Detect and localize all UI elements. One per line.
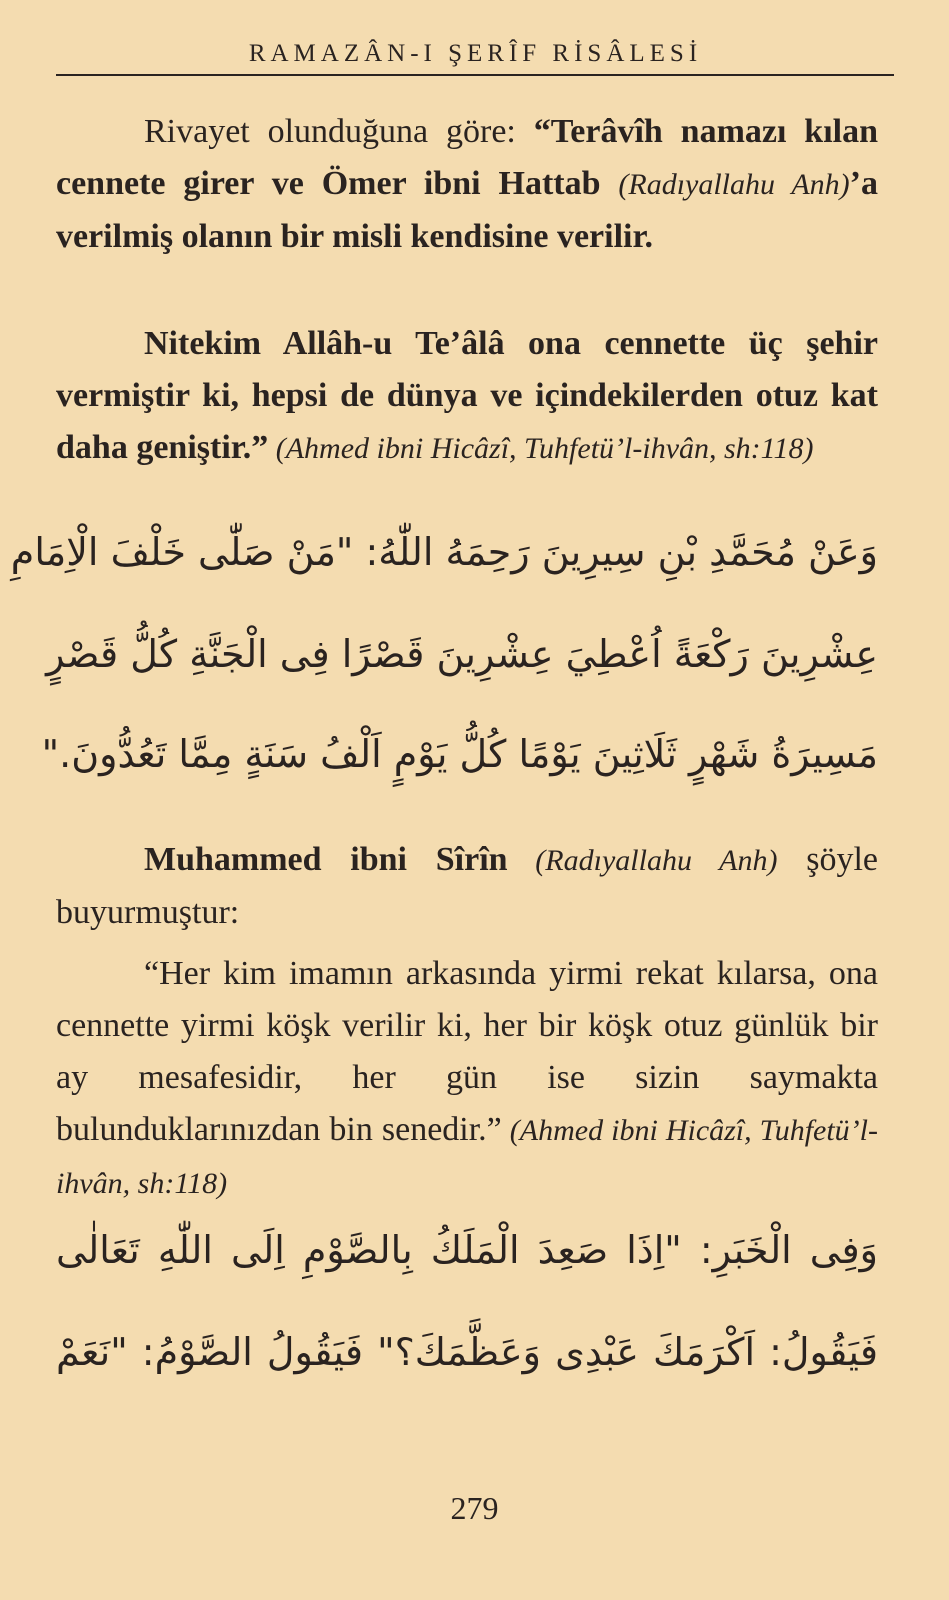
paragraph-2-citation: (Ahmed ibni Hicâzî, Tuhfetü’l-ihvân, sh:118) [268, 432, 814, 465]
paragraph-1-lead: Rivayet olunduğuna göre: [144, 113, 534, 150]
paragraph-3-rest: şöyle buyurmuştur: [56, 841, 878, 931]
paragraph-1-quote: “Terâvîh namazı kılan cennete girer ve Ömer ibni Hattab [56, 113, 878, 202]
paragraph-4-text: “Her kim imamın arkasında yirmi rekat kılarsa, ona cennette yirmi köşk verilir ki, her bir köşk otuz günlük bir ay mesafesidir, her gün ise sizin saymakta bulunduklarınızdan bin senedir.” [56, 955, 878, 1148]
arabic-hadith-line-1: وَعَنْ مُحَمَّدِ بْنِ سِيرِينَ رَحِمَهُ اللّٰهُ: "مَنْ صَلّٰى خَلْفَ الْاِمَامِ [10, 530, 878, 574]
paragraph-2-text: Nitekim Allâh-u Te’âlâ ona cennette üç şehir vermiştir ki, hepsi de dünya ve içindekilerden otuz kat daha geniştir.” [56, 325, 878, 466]
paragraph-4 [56, 948, 878, 1210]
arabic-hadith-line-2: عِشْرِينَ رَكْعَةً اُعْطِيَ عِشْرِينَ قَصْرًا فِى الْجَنَّةِ كُلُّ قَصْرٍ [46, 632, 878, 676]
page-number: 279 [450, 1490, 499, 1526]
header-rule [56, 74, 894, 76]
arabic-hadith-line-3: مَسِيرَةُ شَهْرٍ ثَلَاثِينَ يَوْمًا كُلُّ يَوْمٍ اَلْفُ سَنَةٍ مِمَّا تَعُدُّونَ." [41, 732, 878, 776]
paragraph-4-citation: (Ahmed ibni Hicâzî, Tuhfetü’l-ihvân, sh:118) [56, 1114, 878, 1200]
paragraph-1 [56, 106, 878, 263]
arabic-khabar-line-1: وَفِى الْخَبَرِ: "اِذَا صَعِدَ الْمَلَكُ بِالصَّوْمِ اِلَى اللّٰهِ تَعَالٰى [56, 1228, 878, 1272]
paragraph-2 [56, 318, 878, 475]
paragraph-3 [56, 834, 878, 939]
paragraph-1-honorific: (Radıyallahu Anh) [618, 168, 850, 201]
paragraph-3-name: Muhammed ibni Sîrîn [144, 841, 508, 878]
arabic-khabar-line-2: فَيَقُولُ: اَكْرَمَكَ عَبْدِى وَعَظَّمَكَ؟" فَيَقُولُ الصَّوْمُ: "نَعَمْ [56, 1330, 878, 1374]
paragraph-1-quote-end: ’a verilmiş olanın bir misli kendisine verilir. [56, 165, 878, 255]
paragraph-3-honorific: (Radıyallahu Anh) [507, 844, 778, 877]
running-header: RAMAZÂN-I ŞERÎF RİSÂLESİ [248, 40, 703, 67]
